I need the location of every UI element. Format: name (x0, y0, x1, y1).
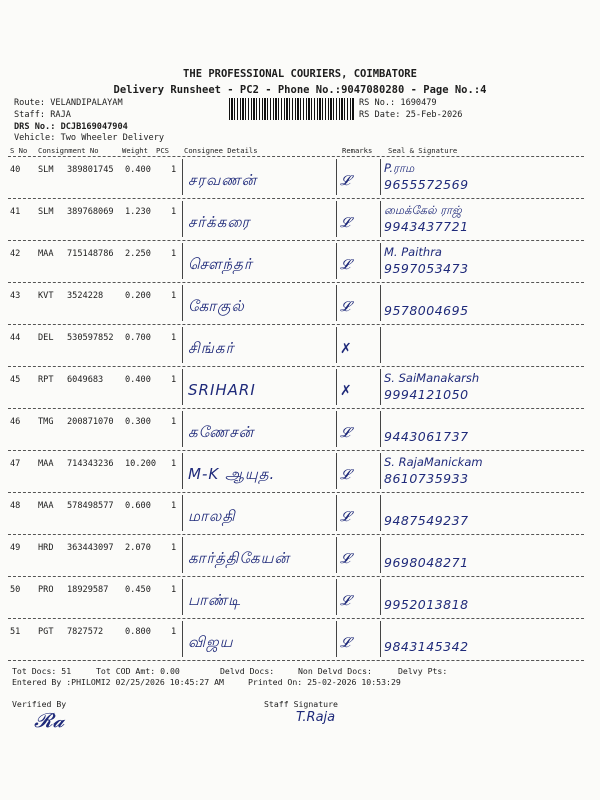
weight-value: 0.400 (125, 375, 151, 385)
printed-on: Printed On: 25-02-2026 10:53:29 (248, 677, 401, 687)
consignee-handwritten: கார்த்திகேயன் (188, 549, 290, 567)
pieces-count: 1 (171, 627, 177, 637)
table-row (0, 619, 600, 661)
column-divider (380, 201, 381, 237)
document-subtitle: Delivery Runsheet - PC2 - Phone No.:9047080280 - Page No.:4 (113, 84, 487, 96)
consignment-prefix: MAA (38, 249, 54, 259)
column-divider (182, 201, 183, 237)
column-divider (380, 579, 381, 615)
table-row (0, 409, 600, 451)
receiver-phone: 9597053473 (384, 261, 469, 276)
col-seal-signature: Seal & Signature (388, 146, 458, 155)
pieces-count: 1 (171, 165, 177, 175)
verified-by-label: Verified By (12, 699, 67, 709)
receiver-phone: 9943437721 (384, 219, 469, 234)
receiver-phone: 9487549237 (384, 513, 469, 528)
remarks-mark: ✗ (340, 341, 352, 357)
consignment-number: 18929587 (67, 585, 109, 595)
consignee-handwritten: M-K ஆயுத. (188, 465, 276, 483)
consignee-handwritten: சரவணன் (188, 171, 258, 189)
total-cod-amount: Tot COD Amt: 0.00 (96, 666, 180, 676)
column-divider (182, 159, 183, 195)
serial-number: 49 (10, 543, 21, 553)
weight-value: 2.250 (125, 249, 151, 259)
pieces-count: 1 (171, 417, 177, 427)
remarks-mark: 𝓛 (340, 635, 351, 651)
pieces-count: 1 (171, 249, 177, 259)
remarks-mark: 𝓛 (340, 467, 351, 483)
table-row (0, 241, 600, 283)
table-row (0, 325, 600, 367)
pieces-count: 1 (171, 375, 177, 385)
consignment-prefix: PGT (38, 627, 54, 637)
consignment-prefix: RPT (38, 375, 54, 385)
pieces-count: 1 (171, 585, 177, 595)
weight-value: 10.200 (125, 459, 157, 469)
pieces-count: 1 (171, 291, 177, 301)
col-weight: Weight (122, 146, 148, 155)
remarks-mark: 𝓛 (340, 551, 351, 567)
serial-number: 47 (10, 459, 21, 469)
column-divider (380, 327, 381, 363)
weight-value: 0.600 (125, 501, 151, 511)
total-docs: Tot Docs: 51 (12, 666, 72, 676)
column-divider (336, 579, 337, 615)
consignment-prefix: MAA (38, 459, 54, 469)
verifier-signature-mark: 𝓡𝓪 (34, 708, 65, 732)
column-divider (336, 159, 337, 195)
table-row (0, 157, 600, 199)
pieces-count: 1 (171, 459, 177, 469)
remarks-mark: 𝓛 (340, 425, 351, 441)
footer-divider (8, 660, 584, 661)
staff-label: Staff: RAJA (14, 110, 71, 120)
serial-number: 42 (10, 249, 21, 259)
column-divider (380, 621, 381, 657)
consignment-number: 3524228 (67, 291, 104, 301)
remarks-mark: 𝓛 (340, 593, 351, 609)
column-divider (336, 411, 337, 447)
receiver-signature: மைக்கேல் ராஜ் (384, 203, 462, 217)
table-row (0, 535, 600, 577)
column-divider (336, 327, 337, 363)
remarks-mark: 𝓛 (340, 509, 351, 525)
route-label: Route: VELANDIPALAYAM (14, 98, 123, 108)
weight-value: 0.200 (125, 291, 151, 301)
consignment-number: 389768069 (67, 207, 114, 217)
receiver-phone: 9655572569 (384, 177, 469, 192)
column-divider (182, 327, 183, 363)
column-divider (380, 537, 381, 573)
consignment-prefix: HRD (38, 543, 54, 553)
serial-number: 41 (10, 207, 21, 217)
consignment-prefix: TMG (38, 417, 54, 427)
pieces-count: 1 (171, 207, 177, 217)
table-row (0, 367, 600, 409)
column-divider (182, 579, 183, 615)
column-divider (182, 537, 183, 573)
document-title: THE PROFESSIONAL COURIERS, COIMBATORE (183, 68, 417, 80)
column-divider (380, 495, 381, 531)
column-divider (380, 453, 381, 489)
pieces-count: 1 (171, 501, 177, 511)
receiver-phone: 9578004695 (384, 303, 469, 318)
column-divider (336, 537, 337, 573)
table-row (0, 493, 600, 535)
receiver-signature: S. RajaManickam (384, 455, 483, 469)
column-divider (380, 285, 381, 321)
consignment-number: 6049683 (67, 375, 104, 385)
rs-number: RS No.: 1690479 (359, 98, 437, 108)
vehicle-label: Vehicle: Two Wheeler Delivery (14, 133, 165, 143)
serial-number: 46 (10, 417, 21, 427)
consignee-handwritten: சௌந்தர் (188, 255, 253, 273)
column-divider (380, 369, 381, 405)
staff-signature-handwritten: T.Raja (296, 710, 336, 725)
consignment-number: 363443097 (67, 543, 114, 553)
consignee-handwritten: சிங்கர் (188, 339, 235, 357)
weight-value: 1.230 (125, 207, 151, 217)
weight-value: 0.800 (125, 627, 151, 637)
receiver-phone: 9843145342 (384, 639, 469, 654)
column-divider (336, 243, 337, 279)
column-divider (380, 159, 381, 195)
consignee-handwritten: விஜய (188, 633, 234, 651)
column-divider (182, 495, 183, 531)
column-divider (182, 369, 183, 405)
column-divider (336, 453, 337, 489)
consignee-handwritten: கணேசன் (188, 423, 255, 441)
remarks-mark: ✗ (340, 383, 352, 399)
remarks-mark: 𝓛 (340, 215, 351, 231)
column-divider (336, 495, 337, 531)
weight-value: 2.070 (125, 543, 151, 553)
consignment-prefix: MAA (38, 501, 54, 511)
table-row (0, 577, 600, 619)
weight-value: 0.450 (125, 585, 151, 595)
serial-number: 45 (10, 375, 21, 385)
column-divider (380, 243, 381, 279)
consignment-number: 715148786 (67, 249, 114, 259)
consignment-prefix: SLM (38, 207, 54, 217)
remarks-mark: 𝓛 (340, 173, 351, 189)
table-row (0, 283, 600, 325)
consignment-prefix: PRO (38, 585, 54, 595)
column-divider (380, 411, 381, 447)
column-divider (336, 201, 337, 237)
column-divider (336, 621, 337, 657)
delivered-docs: Delvd Docs: (220, 666, 275, 676)
consignment-number: 530597852 (67, 333, 114, 343)
serial-number: 50 (10, 585, 21, 595)
serial-number: 40 (10, 165, 21, 175)
receiver-phone: 9994121050 (384, 387, 469, 402)
consignment-number: 200871070 (67, 417, 114, 427)
column-divider (336, 285, 337, 321)
column-divider (182, 285, 183, 321)
serial-number: 48 (10, 501, 21, 511)
column-divider (182, 453, 183, 489)
column-divider (336, 369, 337, 405)
table-row (0, 199, 600, 241)
non-delivered-docs: Non Delvd Docs: (298, 666, 372, 676)
receiver-phone: 9952013818 (384, 597, 469, 612)
receiver-phone: 8610735933 (384, 471, 469, 486)
receiver-signature: P.ராம (384, 161, 415, 175)
receiver-signature: S. SaiManakarsh (384, 371, 480, 385)
serial-number: 44 (10, 333, 21, 343)
column-divider (182, 621, 183, 657)
column-divider (182, 243, 183, 279)
consignee-handwritten: பாண்டி (188, 591, 242, 609)
weight-value: 0.400 (125, 165, 151, 175)
consignee-handwritten: கோகுல் (188, 297, 245, 315)
serial-number: 51 (10, 627, 21, 637)
receiver-phone: 9443061737 (384, 429, 469, 444)
consignee-handwritten: சர்க்கரை (188, 213, 251, 231)
col-pcs: PCS (156, 146, 169, 155)
weight-value: 0.300 (125, 417, 151, 427)
staff-signature-label: Staff Signature (264, 699, 338, 709)
consignment-number: 7827572 (67, 627, 104, 637)
receiver-signature: M. Paithra (384, 245, 442, 259)
consignment-number: 389801745 (67, 165, 114, 175)
col-consignment: Consignment No (38, 146, 99, 155)
delivery-points: Delvy Pts: (398, 666, 448, 676)
consignment-number: 714343236 (67, 459, 114, 469)
consignment-prefix: KVT (38, 291, 54, 301)
consignee-handwritten: மாலதி (188, 507, 236, 525)
serial-number: 43 (10, 291, 21, 301)
pieces-count: 1 (171, 333, 177, 343)
consignment-prefix: SLM (38, 165, 54, 175)
col-remarks: Remarks (342, 146, 373, 155)
pieces-count: 1 (171, 543, 177, 553)
drs-number: DRS No.: DCJB169047904 (14, 122, 128, 132)
remarks-mark: 𝓛 (340, 257, 351, 273)
weight-value: 0.700 (125, 333, 151, 343)
table-row (0, 451, 600, 493)
consignee-handwritten: SRIHARI (188, 381, 256, 399)
consignment-number: 578498577 (67, 501, 114, 511)
receiver-phone: 9698048271 (384, 555, 469, 570)
col-consignee-details: Consignee Details (184, 146, 258, 155)
entered-by: Entered By :PHILOMI2 02/25/2026 10:45:27 AM (12, 677, 224, 687)
column-divider (182, 411, 183, 447)
rs-date: RS Date: 25-Feb-2026 (359, 110, 463, 120)
consignment-prefix: DEL (38, 333, 54, 343)
col-sno: S No (10, 146, 28, 155)
remarks-mark: 𝓛 (340, 299, 351, 315)
barcode (229, 98, 355, 120)
